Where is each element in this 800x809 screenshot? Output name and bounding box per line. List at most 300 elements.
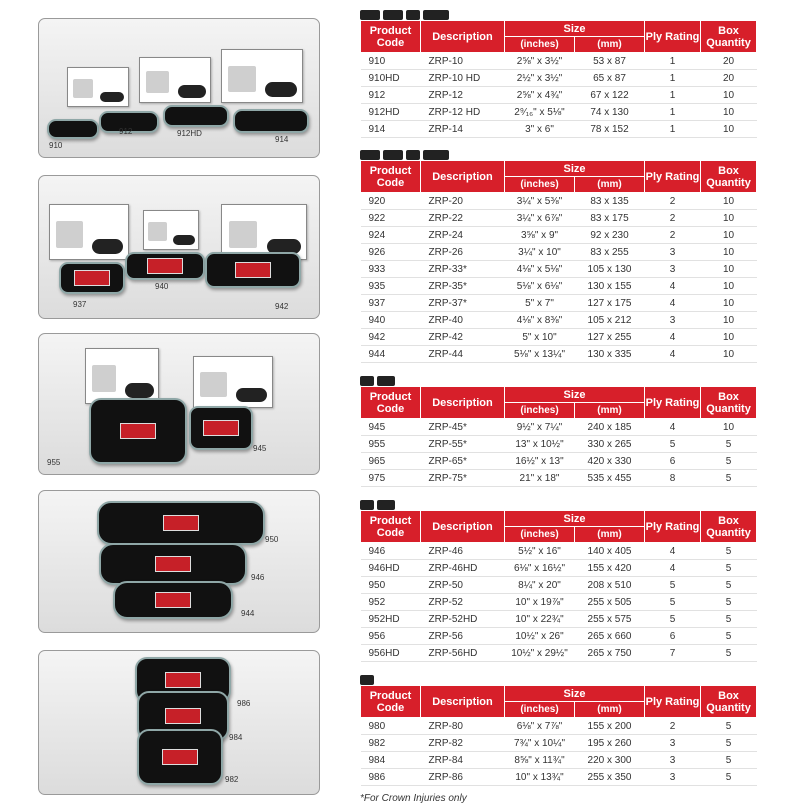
cell-mm: 130 x 155 — [575, 278, 645, 295]
cell-description: ZRP-84 — [421, 752, 505, 769]
cell-description: ZRP-50 — [421, 577, 505, 594]
cell-mm: 420 x 330 — [575, 453, 645, 470]
cell-product-code: 940 — [361, 312, 421, 329]
cell-mm: 265 x 660 — [575, 628, 645, 645]
cell-mm: 535 x 455 — [575, 470, 645, 487]
cell-box-quantity: 5 — [701, 594, 757, 611]
patch — [137, 729, 223, 785]
brand-label-icon — [165, 672, 201, 688]
cell-product-code: 980 — [361, 718, 421, 735]
header-description: Description — [421, 161, 505, 193]
header-ply-rating: Ply Rating — [645, 387, 701, 419]
cell-mm: 83 x 255 — [575, 244, 645, 261]
cell-description: ZRP-22 — [421, 210, 505, 227]
cell-description: ZRP-26 — [421, 244, 505, 261]
table-row — [361, 470, 757, 487]
size-table — [360, 386, 757, 487]
brand-label-icon — [203, 420, 239, 436]
patch — [205, 252, 301, 288]
photo-label: 940 — [155, 282, 169, 291]
cell-description: ZRP-56 — [421, 628, 505, 645]
cell-box-quantity: 20 — [701, 70, 757, 87]
cell-product-code: 920 — [361, 193, 421, 210]
cell-inches: 9½" x 7¼" — [505, 419, 575, 436]
cell-inches: 13" x 10½" — [505, 436, 575, 453]
cell-box-quantity: 5 — [701, 543, 757, 560]
brand-label-icon — [155, 592, 191, 608]
cell-ply-rating: 5 — [645, 611, 701, 628]
header-description: Description — [421, 511, 505, 543]
cell-product-code: 910HD — [361, 70, 421, 87]
patch — [163, 105, 229, 127]
cell-ply-rating: 3 — [645, 735, 701, 752]
cell-description: ZRP-55* — [421, 436, 505, 453]
header-inches: (inches) — [505, 177, 575, 193]
cell-mm: 74 x 130 — [575, 104, 645, 121]
cell-inches: 5½" x 16" — [505, 543, 575, 560]
photo-label: 942 — [275, 302, 289, 311]
cell-mm: 195 x 260 — [575, 735, 645, 752]
cell-box-quantity: 5 — [701, 718, 757, 735]
cell-inches: 8⅝" x 11¾" — [505, 752, 575, 769]
product-photo-3 — [38, 333, 320, 475]
cell-ply-rating: 3 — [645, 244, 701, 261]
cell-ply-rating: 5 — [645, 436, 701, 453]
cell-box-quantity: 20 — [701, 53, 757, 70]
cell-product-code: 950 — [361, 577, 421, 594]
suv-icon — [383, 150, 403, 160]
cell-description: ZRP-80 — [421, 718, 505, 735]
table-row — [361, 594, 757, 611]
tractor-icon — [360, 376, 374, 386]
cell-mm: 265 x 750 — [575, 645, 645, 662]
header-product-code: Product Code — [361, 511, 421, 543]
cell-box-quantity: 5 — [701, 470, 757, 487]
cell-box-quantity: 5 — [701, 769, 757, 786]
cell-mm: 105 x 130 — [575, 261, 645, 278]
patch — [189, 406, 253, 450]
cell-description: ZRP-44 — [421, 346, 505, 363]
size-table-group-5 — [360, 671, 756, 786]
patch — [113, 581, 233, 619]
header-size: Size — [505, 387, 645, 403]
cell-box-quantity: 5 — [701, 560, 757, 577]
product-photo-1 — [38, 18, 320, 158]
cell-product-code: 952 — [361, 594, 421, 611]
cell-inches: 2⁹⁄₁₆" x 5⅛" — [505, 104, 575, 121]
photo-label: 910 — [49, 141, 63, 150]
cell-mm: 127 x 255 — [575, 329, 645, 346]
cell-description: ZRP-35* — [421, 278, 505, 295]
table-row — [361, 628, 757, 645]
patch — [99, 543, 247, 585]
vehicle-icons — [360, 6, 756, 20]
cell-inches: 2⅝" x 3½" — [505, 53, 575, 70]
cell-description: ZRP-65* — [421, 453, 505, 470]
product-box — [85, 348, 159, 404]
header-description: Description — [421, 387, 505, 419]
cell-box-quantity: 5 — [701, 752, 757, 769]
cell-description: ZRP-46 — [421, 543, 505, 560]
table-row — [361, 104, 757, 121]
size-table — [360, 510, 757, 662]
cell-ply-rating: 1 — [645, 87, 701, 104]
table-row — [361, 121, 757, 138]
cell-inches: 3¼" x 5⅜" — [505, 193, 575, 210]
cell-description: ZRP-24 — [421, 227, 505, 244]
cell-mm: 220 x 300 — [575, 752, 645, 769]
cell-box-quantity: 10 — [701, 295, 757, 312]
photo-label: 984 — [229, 733, 243, 742]
table-row — [361, 436, 757, 453]
table-row — [361, 227, 757, 244]
cell-inches: 10½" x 29½" — [505, 645, 575, 662]
cell-mm: 53 x 87 — [575, 53, 645, 70]
cell-box-quantity: 10 — [701, 193, 757, 210]
cell-mm: 330 x 265 — [575, 436, 645, 453]
patch — [97, 501, 265, 545]
brand-label-icon — [165, 708, 201, 724]
photo-label: 944 — [241, 609, 255, 618]
header-size: Size — [505, 21, 645, 37]
cell-product-code: 945 — [361, 419, 421, 436]
cell-inches: 2½" x 3½" — [505, 70, 575, 87]
cell-description: ZRP-45* — [421, 419, 505, 436]
header-ply-rating: Ply Rating — [645, 21, 701, 53]
table-row — [361, 645, 757, 662]
photo-label: 914 — [275, 135, 289, 144]
cell-mm: 92 x 230 — [575, 227, 645, 244]
cell-inches: 4⅛" x 5⅛" — [505, 261, 575, 278]
table-row — [361, 419, 757, 436]
table-row — [361, 560, 757, 577]
excavator-icon — [377, 500, 395, 510]
cell-ply-rating: 3 — [645, 261, 701, 278]
cell-product-code: 956HD — [361, 645, 421, 662]
tractor-icon — [406, 150, 420, 160]
cell-mm: 83 x 175 — [575, 210, 645, 227]
cell-product-code: 926 — [361, 244, 421, 261]
cell-description: ZRP-10 HD — [421, 70, 505, 87]
table-row — [361, 261, 757, 278]
cell-inches: 3⅝" x 9" — [505, 227, 575, 244]
cell-description: ZRP-40 — [421, 312, 505, 329]
header-inches: (inches) — [505, 527, 575, 543]
photo-label: 955 — [47, 458, 61, 467]
photo-label: 945 — [253, 444, 267, 453]
brand-label-icon — [163, 515, 199, 531]
header-inches: (inches) — [505, 37, 575, 53]
cell-ply-rating: 1 — [645, 104, 701, 121]
cell-mm: 155 x 420 — [575, 560, 645, 577]
table-row — [361, 244, 757, 261]
tractor-icon — [360, 500, 374, 510]
cell-box-quantity: 10 — [701, 261, 757, 278]
cell-box-quantity: 5 — [701, 611, 757, 628]
size-table-group-4 — [360, 496, 756, 662]
photo-label: 986 — [237, 699, 251, 708]
cell-box-quantity: 10 — [701, 121, 757, 138]
cell-product-code: 944 — [361, 346, 421, 363]
cell-mm: 105 x 212 — [575, 312, 645, 329]
cell-mm: 78 x 152 — [575, 121, 645, 138]
patch — [47, 119, 99, 139]
tractor-icon — [360, 675, 374, 685]
cell-mm: 67 x 122 — [575, 87, 645, 104]
table-row — [361, 769, 757, 786]
table-row — [361, 278, 757, 295]
cell-ply-rating: 7 — [645, 645, 701, 662]
cell-product-code: 955 — [361, 436, 421, 453]
table-row — [361, 193, 757, 210]
patch — [125, 252, 205, 280]
cell-mm: 255 x 350 — [575, 769, 645, 786]
table-row — [361, 752, 757, 769]
header-box-quantity: Box Quantity — [701, 387, 757, 419]
header-ply-rating: Ply Rating — [645, 511, 701, 543]
cell-product-code: 984 — [361, 752, 421, 769]
size-table-group-1 — [360, 6, 756, 138]
truck-icon — [423, 10, 449, 20]
cell-product-code: 910 — [361, 53, 421, 70]
footnote: *For Crown Injuries only — [360, 793, 467, 804]
brand-label-icon — [74, 270, 110, 286]
header-ply-rating: Ply Rating — [645, 161, 701, 193]
cell-product-code: 982 — [361, 735, 421, 752]
cell-box-quantity: 10 — [701, 104, 757, 121]
table-row — [361, 329, 757, 346]
cell-ply-rating: 4 — [645, 346, 701, 363]
header-box-quantity: Box Quantity — [701, 511, 757, 543]
cell-box-quantity: 10 — [701, 244, 757, 261]
cell-description: ZRP-33* — [421, 261, 505, 278]
cell-inches: 6⅛" x 16½" — [505, 560, 575, 577]
cell-mm: 127 x 175 — [575, 295, 645, 312]
product-box — [193, 356, 273, 408]
photo-label: 950 — [265, 535, 279, 544]
table-row — [361, 577, 757, 594]
cell-box-quantity: 5 — [701, 645, 757, 662]
table-row — [361, 735, 757, 752]
header-product-code: Product Code — [361, 387, 421, 419]
brand-label-icon — [120, 423, 156, 439]
table-row — [361, 543, 757, 560]
cell-ply-rating: 5 — [645, 594, 701, 611]
table-row — [361, 611, 757, 628]
cell-inches: 10½" x 26" — [505, 628, 575, 645]
truck-icon — [423, 150, 449, 160]
patch — [59, 262, 125, 294]
cell-inches: 5" x 10" — [505, 329, 575, 346]
cell-description: ZRP-52 — [421, 594, 505, 611]
header-inches: (inches) — [505, 403, 575, 419]
cell-description: ZRP-42 — [421, 329, 505, 346]
cell-box-quantity: 10 — [701, 227, 757, 244]
table-row — [361, 295, 757, 312]
cell-inches: 5" x 7" — [505, 295, 575, 312]
product-photo-2 — [38, 175, 320, 319]
excavator-icon — [377, 376, 395, 386]
patch — [233, 109, 309, 133]
cell-ply-rating: 3 — [645, 769, 701, 786]
patch — [89, 398, 187, 464]
product-box — [221, 49, 303, 103]
cell-description: ZRP-12 HD — [421, 104, 505, 121]
header-box-quantity: Box Quantity — [701, 686, 757, 718]
vehicle-icons — [360, 146, 756, 160]
cell-box-quantity: 5 — [701, 577, 757, 594]
cell-ply-rating: 1 — [645, 53, 701, 70]
header-mm: (mm) — [575, 527, 645, 543]
table-row — [361, 346, 757, 363]
table-row — [361, 53, 757, 70]
cell-inches: 10" x 19⅞" — [505, 594, 575, 611]
header-size: Size — [505, 161, 645, 177]
cell-inches: 6⅛" x 7⅞" — [505, 718, 575, 735]
car-icon — [360, 10, 380, 20]
cell-description: ZRP-86 — [421, 769, 505, 786]
brand-label-icon — [235, 262, 271, 278]
cell-box-quantity: 10 — [701, 87, 757, 104]
table-row — [361, 210, 757, 227]
product-box — [67, 67, 129, 107]
vehicle-icons — [360, 671, 756, 685]
cell-description: ZRP-12 — [421, 87, 505, 104]
cell-product-code: 952HD — [361, 611, 421, 628]
cell-description: ZRP-56HD — [421, 645, 505, 662]
cell-product-code: 975 — [361, 470, 421, 487]
cell-ply-rating: 2 — [645, 718, 701, 735]
cell-product-code: 912HD — [361, 104, 421, 121]
cell-inches: 3¼" x 6⅞" — [505, 210, 575, 227]
photo-label: 912HD — [177, 129, 202, 138]
cell-mm: 240 x 185 — [575, 419, 645, 436]
cell-inches: 3¼" x 10" — [505, 244, 575, 261]
header-size: Size — [505, 511, 645, 527]
cell-product-code: 965 — [361, 453, 421, 470]
tractor-icon — [406, 10, 420, 20]
cell-ply-rating: 4 — [645, 543, 701, 560]
vehicle-icons — [360, 496, 756, 510]
cell-box-quantity: 5 — [701, 735, 757, 752]
cell-ply-rating: 4 — [645, 295, 701, 312]
photo-label: 946 — [251, 573, 265, 582]
cell-inches: 3" x 6" — [505, 121, 575, 138]
table-row — [361, 718, 757, 735]
table-row — [361, 70, 757, 87]
size-table — [360, 685, 757, 786]
cell-product-code: 942 — [361, 329, 421, 346]
cell-inches: 7¾" x 10¼" — [505, 735, 575, 752]
header-mm: (mm) — [575, 702, 645, 718]
header-description: Description — [421, 686, 505, 718]
cell-inches: 4⅛" x 8⅜" — [505, 312, 575, 329]
size-table — [360, 20, 757, 138]
cell-product-code: 935 — [361, 278, 421, 295]
cell-inches: 8¼" x 20" — [505, 577, 575, 594]
cell-product-code: 937 — [361, 295, 421, 312]
product-photo-4 — [38, 490, 320, 633]
cell-box-quantity: 10 — [701, 278, 757, 295]
cell-mm: 255 x 505 — [575, 594, 645, 611]
cell-description: ZRP-52HD — [421, 611, 505, 628]
cell-inches: 21" x 18" — [505, 470, 575, 487]
cell-description: ZRP-10 — [421, 53, 505, 70]
size-table — [360, 160, 757, 363]
cell-inches: 2⅝" x 4¾" — [505, 87, 575, 104]
cell-description: ZRP-46HD — [421, 560, 505, 577]
cell-box-quantity: 5 — [701, 436, 757, 453]
cell-description: ZRP-20 — [421, 193, 505, 210]
cell-inches: 16½" x 13" — [505, 453, 575, 470]
cell-box-quantity: 10 — [701, 346, 757, 363]
header-mm: (mm) — [575, 403, 645, 419]
cell-inches: 10" x 13¾" — [505, 769, 575, 786]
cell-ply-rating: 4 — [645, 419, 701, 436]
suv-icon — [383, 10, 403, 20]
cell-inches: 5⅛" x 13¼" — [505, 346, 575, 363]
cell-mm: 130 x 335 — [575, 346, 645, 363]
photo-label: 912 — [119, 127, 133, 136]
cell-box-quantity: 5 — [701, 453, 757, 470]
cell-inches: 5⅛" x 6⅛" — [505, 278, 575, 295]
cell-product-code: 924 — [361, 227, 421, 244]
cell-ply-rating: 4 — [645, 329, 701, 346]
cell-description: ZRP-75* — [421, 470, 505, 487]
cell-mm: 208 x 510 — [575, 577, 645, 594]
cell-product-code: 946 — [361, 543, 421, 560]
header-mm: (mm) — [575, 37, 645, 53]
table-row — [361, 453, 757, 470]
product-box — [143, 210, 199, 250]
cell-mm: 155 x 200 — [575, 718, 645, 735]
table-row — [361, 87, 757, 104]
header-ply-rating: Ply Rating — [645, 686, 701, 718]
header-mm: (mm) — [575, 177, 645, 193]
cell-product-code: 922 — [361, 210, 421, 227]
car-icon — [360, 150, 380, 160]
size-table-group-3 — [360, 372, 756, 487]
cell-description: ZRP-82 — [421, 735, 505, 752]
header-description: Description — [421, 21, 505, 53]
cell-ply-rating: 8 — [645, 470, 701, 487]
cell-ply-rating: 2 — [645, 210, 701, 227]
cell-product-code: 986 — [361, 769, 421, 786]
brand-label-icon — [147, 258, 183, 274]
cell-ply-rating: 6 — [645, 453, 701, 470]
product-photo-5 — [38, 650, 320, 795]
brand-label-icon — [155, 556, 191, 572]
header-size: Size — [505, 686, 645, 702]
cell-ply-rating: 6 — [645, 628, 701, 645]
photo-label: 982 — [225, 775, 239, 784]
cell-ply-rating: 5 — [645, 577, 701, 594]
header-inches: (inches) — [505, 702, 575, 718]
cell-ply-rating: 3 — [645, 752, 701, 769]
cell-box-quantity: 10 — [701, 329, 757, 346]
header-product-code: Product Code — [361, 686, 421, 718]
cell-product-code: 956 — [361, 628, 421, 645]
cell-mm: 83 x 135 — [575, 193, 645, 210]
header-product-code: Product Code — [361, 161, 421, 193]
brand-label-icon — [162, 749, 198, 765]
header-box-quantity: Box Quantity — [701, 161, 757, 193]
cell-product-code: 933 — [361, 261, 421, 278]
cell-box-quantity: 5 — [701, 628, 757, 645]
cell-ply-rating: 1 — [645, 121, 701, 138]
cell-mm: 140 x 405 — [575, 543, 645, 560]
cell-product-code: 946HD — [361, 560, 421, 577]
